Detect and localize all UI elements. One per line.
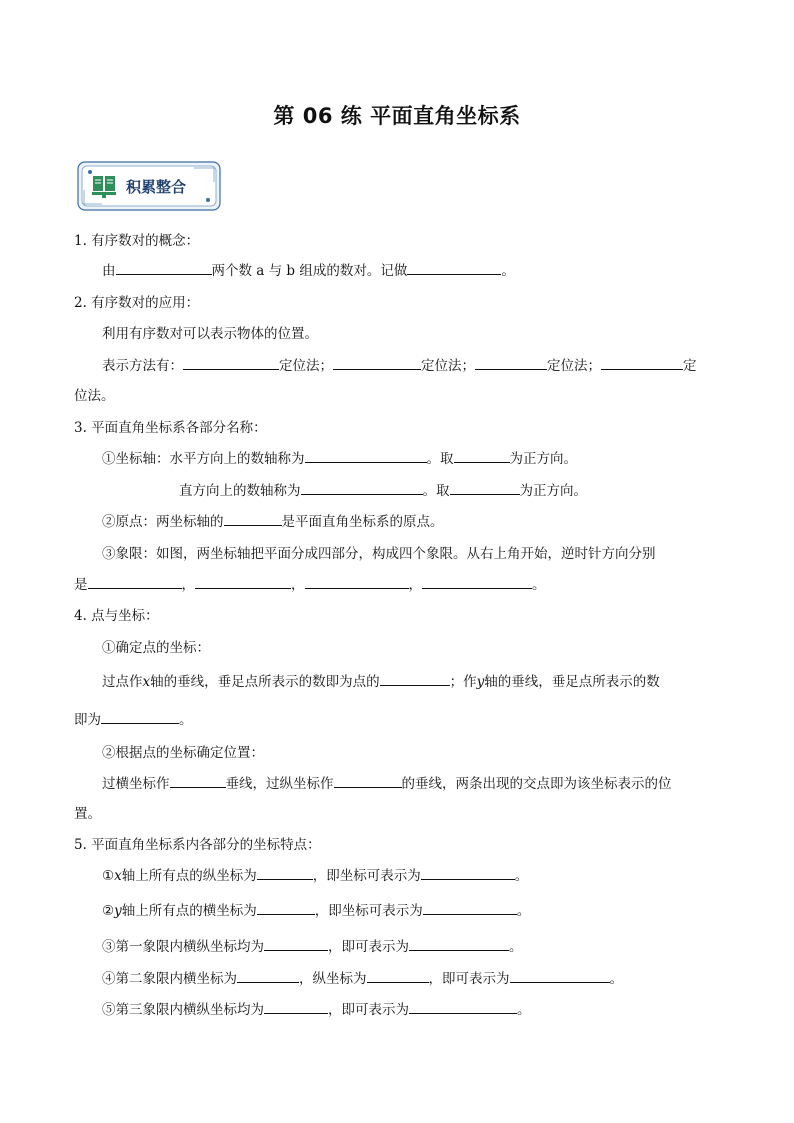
s4-line-1 xyxy=(102,670,660,690)
text: 。 xyxy=(532,577,546,593)
text: 过点作 xyxy=(102,674,143,690)
text: ，即可表示为 xyxy=(428,971,510,987)
answer-blank[interactable] xyxy=(264,999,328,1014)
s5-item-2 xyxy=(102,899,530,919)
answer-blank[interactable] xyxy=(88,574,182,589)
text: 直方向上的数轴称为 xyxy=(179,483,301,499)
banner-label: 积累整合 xyxy=(126,178,187,196)
s2-line-2 xyxy=(102,354,697,374)
text: ⑤第三象限内横纵坐标均为 xyxy=(102,1002,264,1018)
text: ， xyxy=(181,577,195,593)
answer-blank[interactable] xyxy=(237,968,299,983)
text: ④第二象限内横坐标为 xyxy=(102,971,237,987)
answer-blank[interactable] xyxy=(367,968,429,983)
answer-blank[interactable] xyxy=(224,511,282,526)
answer-blank[interactable] xyxy=(333,355,421,370)
answer-blank[interactable] xyxy=(454,448,510,463)
text: ，纵坐标为 xyxy=(299,971,367,987)
section-banner xyxy=(76,160,222,212)
s4-line-4: 置。 xyxy=(74,806,101,822)
text: ①坐标轴：水平方向上的数轴称为 xyxy=(102,451,305,467)
s3-quadrant: ③象限：如图，两坐标轴把平面分成四部分，构成四个象限。从右上角开始，逆时针方向分别 xyxy=(102,546,656,562)
text: 轴的垂线，垂足点所表示的数即为点的 xyxy=(150,674,380,690)
text: 定位法； xyxy=(421,358,475,374)
s3-axis-x xyxy=(102,447,577,467)
y-variable: y xyxy=(114,903,122,919)
answer-blank[interactable] xyxy=(301,480,423,495)
text: 表示方法有： xyxy=(102,358,183,374)
answer-blank[interactable] xyxy=(409,999,517,1014)
y-variable: y xyxy=(476,674,485,690)
text: 的垂线，两条出现的交点即为该坐标表示的位 xyxy=(401,776,672,792)
s3-axis-y xyxy=(179,479,587,499)
text: ；作 xyxy=(449,674,477,690)
answer-blank[interactable] xyxy=(170,773,226,788)
answer-blank[interactable] xyxy=(601,355,683,370)
text: 过横坐标作 xyxy=(102,776,170,792)
answer-blank[interactable] xyxy=(257,865,313,880)
answer-blank[interactable] xyxy=(421,865,515,880)
text: ③第一象限内横纵坐标均为 xyxy=(102,939,264,955)
s2-line-1: 利用有序数对可以表示物体的位置。 xyxy=(102,326,318,342)
s1-line xyxy=(102,259,515,279)
answer-blank[interactable] xyxy=(264,936,328,951)
answer-blank[interactable] xyxy=(257,900,315,915)
s3-quadrant-blanks xyxy=(74,573,546,593)
answer-blank[interactable] xyxy=(183,355,279,370)
answer-blank[interactable] xyxy=(450,480,520,495)
s5-item-4 xyxy=(102,967,623,987)
answer-blank[interactable] xyxy=(510,968,610,983)
text: 。 xyxy=(501,263,515,279)
text: 为正方向。 xyxy=(509,451,577,467)
answer-blank[interactable] xyxy=(195,574,291,589)
text: 。 xyxy=(509,939,523,955)
s2-line-3: 位法。 xyxy=(74,388,115,404)
answer-blank[interactable] xyxy=(305,574,409,589)
text: 。 xyxy=(609,971,623,987)
answer-blank[interactable] xyxy=(409,936,509,951)
s4-line-3 xyxy=(102,772,672,792)
text: 即为 xyxy=(74,712,101,728)
answer-blank[interactable] xyxy=(423,900,517,915)
text: 定位法； xyxy=(279,358,333,374)
text: 由 xyxy=(102,263,116,279)
s4-heading: 4. 点与坐标： xyxy=(74,608,159,624)
s5-item-3 xyxy=(102,935,523,955)
text: ，即坐标可表示为 xyxy=(314,903,423,919)
text: 。取 xyxy=(422,483,450,499)
text: 定 xyxy=(683,358,697,374)
text: ① xyxy=(102,868,115,884)
answer-blank[interactable] xyxy=(380,671,450,686)
answer-blank[interactable] xyxy=(116,260,212,275)
text: 。 xyxy=(514,868,529,884)
text: ，即坐标可表示为 xyxy=(312,868,421,884)
s5-item-5 xyxy=(102,998,531,1018)
s5-item-1 xyxy=(102,864,528,884)
text: 。取 xyxy=(426,451,454,467)
page-title: 第 06 练 平面直角坐标系 xyxy=(273,104,521,128)
s4-sub-2: ②根据点的坐标确定位置： xyxy=(102,745,264,761)
text: 是平面直角坐标系的原点。 xyxy=(281,514,444,530)
text: 垂线，过纵坐标作 xyxy=(225,776,334,792)
text: ②原点：两坐标轴的 xyxy=(102,514,224,530)
s3-origin xyxy=(102,510,444,530)
answer-blank[interactable] xyxy=(305,448,427,463)
s4-line-2 xyxy=(74,708,193,728)
text: 。 xyxy=(517,1002,531,1018)
text: 。 xyxy=(516,903,531,919)
text: ，即可表示为 xyxy=(328,1002,409,1018)
text: 轴上所有点的横坐标为 xyxy=(121,903,257,919)
s4-sub-1: ①确定点的坐标： xyxy=(102,640,210,656)
text: 轴上所有点的纵坐标为 xyxy=(121,868,257,884)
text: ② xyxy=(102,903,115,919)
text: 两个数 a 与 b 组成的数对。记做 xyxy=(211,263,408,279)
text: 是 xyxy=(74,577,88,593)
answer-blank[interactable] xyxy=(101,709,179,724)
answer-blank[interactable] xyxy=(422,574,532,589)
s1-heading: 1. 有序数对的概念： xyxy=(74,233,200,249)
text: 定位法； xyxy=(547,358,601,374)
s3-heading: 3. 平面直角坐标系各部分名称： xyxy=(74,420,267,436)
answer-blank[interactable] xyxy=(334,773,402,788)
s5-heading: 5. 平面直角坐标系内各部分的坐标特点： xyxy=(74,837,321,853)
answer-blank[interactable] xyxy=(475,355,547,370)
x-variable: x xyxy=(114,868,122,884)
answer-blank[interactable] xyxy=(407,260,501,275)
book-icon xyxy=(90,172,118,200)
text: ， xyxy=(291,577,305,593)
text: 为正方向。 xyxy=(519,483,587,499)
text: ， xyxy=(408,577,422,593)
text: 轴的垂线，垂足点所表示的数 xyxy=(484,674,660,690)
text: ，即可表示为 xyxy=(328,939,409,955)
s2-heading: 2. 有序数对的应用： xyxy=(74,295,200,311)
text: 。 xyxy=(179,712,193,728)
x-variable: x xyxy=(142,674,151,690)
